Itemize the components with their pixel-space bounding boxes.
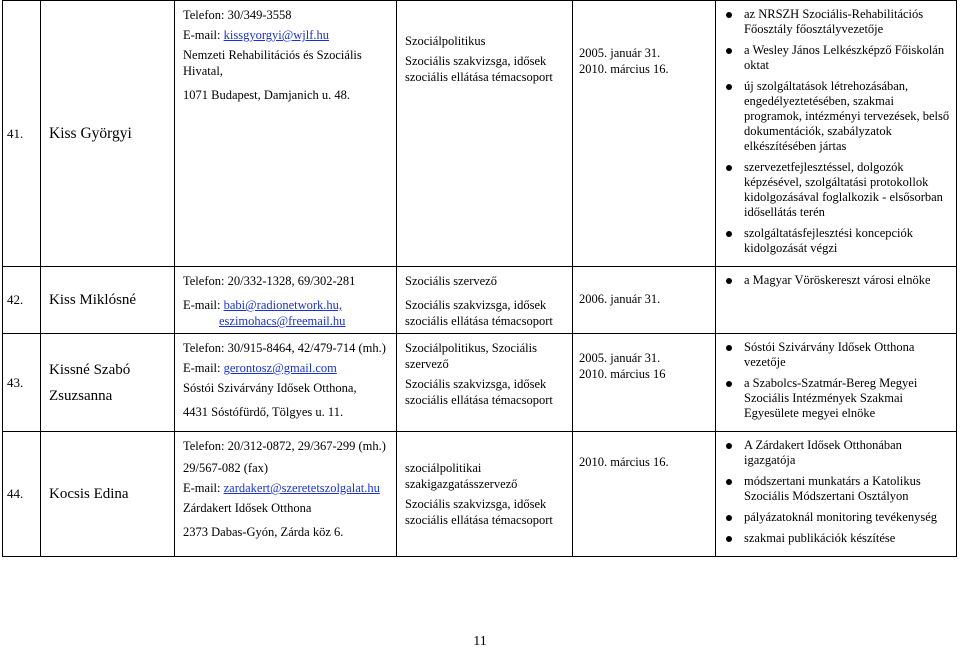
row-number: 44. bbox=[3, 432, 41, 557]
exam: Szociális szakvizsga, idősek szociális ellátása témacsoport bbox=[405, 298, 553, 328]
table-row bbox=[3, 334, 957, 432]
row-number: 42. bbox=[3, 267, 41, 334]
organization: Nemzeti Rehabilitációs és Szociális Hivatal, bbox=[183, 48, 362, 78]
person-name: Kiss Miklósné bbox=[41, 267, 175, 334]
date: 2010. március 16. bbox=[579, 62, 669, 76]
row-number: 43. bbox=[3, 334, 41, 432]
email-link[interactable]: kissgyorgyi@wjlf.hu bbox=[223, 28, 330, 42]
email-link[interactable]: babi@radionetwork.hu, bbox=[223, 298, 343, 312]
bullet-icon bbox=[726, 345, 732, 351]
list-item: a Wesley János Lelkészképző Főiskolán oktat bbox=[724, 43, 950, 73]
bullet-icon bbox=[726, 278, 732, 284]
date: 2010. március 16 bbox=[579, 367, 666, 381]
list-item: A Zárdakert Idősek Otthonában igazgatója bbox=[724, 438, 950, 468]
contact-cell bbox=[175, 267, 397, 334]
list-item: a Magyar Vöröskereszt városi elnöke bbox=[724, 273, 950, 288]
date: 2005. január 31. bbox=[579, 46, 661, 60]
address: 2373 Dabas-Gyón, Zárda köz 6. bbox=[183, 525, 344, 539]
role-cell bbox=[397, 267, 573, 334]
date-cell bbox=[573, 432, 716, 557]
bullet-icon bbox=[726, 231, 732, 237]
list-item: szervezetfejlesztéssel, dolgozók képzésével, szolgáltatási protokollok kidolgozásával foglalkozik - elsősorban idősellátás terén bbox=[724, 160, 950, 220]
bullet-icon bbox=[726, 165, 732, 171]
bullet-icon bbox=[726, 84, 732, 90]
page-number: 11 bbox=[473, 634, 487, 649]
email-line: E-mail: gerontosz@gmail.com bbox=[183, 361, 337, 375]
list-item: új szolgáltatások létrehozásában, engedélyeztetésében, szakmai programok, intézményi tervezések, belső dokumentációk, szabályzatok elkészítésében jártas bbox=[724, 79, 950, 154]
person-name: Kocsis Edina bbox=[41, 432, 175, 557]
exam: Szociális szakvizsga, idősek szociális ellátása témacsoport bbox=[405, 377, 553, 407]
exam: Szociális szakvizsga, idősek szociális ellátása témacsoport bbox=[405, 54, 553, 84]
table-row bbox=[3, 1, 957, 267]
role-title: szociálpolitikai szakigazgatásszervező bbox=[405, 461, 518, 491]
date: 2005. január 31. bbox=[579, 351, 661, 365]
phone: Telefon: 20/312-0872, 29/367-299 (mh.) bbox=[183, 439, 386, 453]
email-line: E-mail: kissgyorgyi@wjlf.hu bbox=[183, 28, 330, 42]
date: 2006. január 31. bbox=[579, 292, 661, 306]
phone: Telefon: 30/915-8464, 42/479-714 (mh.) bbox=[183, 341, 386, 355]
bullet-icon bbox=[726, 48, 732, 54]
bullet-icon bbox=[726, 536, 732, 542]
email-link[interactable]: zardakert@szeretetszolgalat.hu bbox=[223, 481, 380, 495]
email-line: E-mail: babi@radionetwork.hu, bbox=[183, 298, 343, 312]
phone: Telefon: 30/349-3558 bbox=[183, 8, 292, 22]
role-cell bbox=[397, 432, 573, 557]
organization: Zárdakert Idősek Otthona bbox=[183, 501, 312, 515]
exam: Szociális szakvizsga, idősek szociális ellátása témacsoport bbox=[405, 497, 553, 527]
list-item: szakmai publikációk készítése bbox=[724, 531, 950, 546]
contact-cell bbox=[175, 1, 397, 267]
contact-cell bbox=[175, 334, 397, 432]
bullet-icon bbox=[726, 479, 732, 485]
email-line-2 bbox=[183, 313, 390, 329]
fax: 29/567-082 (fax) bbox=[183, 461, 269, 475]
date-cell bbox=[573, 267, 716, 334]
person-name: Kiss Györgyi bbox=[41, 1, 175, 267]
bullet-icon bbox=[726, 443, 732, 449]
date-cell bbox=[573, 1, 716, 267]
person-name: Kissné Szabó Zsuzsanna bbox=[41, 334, 175, 432]
role-title: Szociális szervező bbox=[405, 274, 497, 288]
notes-cell bbox=[716, 1, 957, 267]
bullet-icon bbox=[726, 12, 732, 18]
date-cell bbox=[573, 334, 716, 432]
notes-cell bbox=[716, 432, 957, 557]
role-cell bbox=[397, 334, 573, 432]
organization: Sóstói Szivárvány Idősek Otthona, bbox=[183, 381, 357, 395]
list-item: pályázatoknál monitoring tevékenység bbox=[724, 510, 950, 525]
contact-cell bbox=[175, 432, 397, 557]
table-row bbox=[3, 432, 957, 557]
email-line: E-mail: zardakert@szeretetszolgalat.hu bbox=[183, 481, 380, 495]
role-cell bbox=[397, 1, 573, 267]
list-item: szolgáltatásfejlesztési koncepciók kidolgozását végzi bbox=[724, 226, 950, 256]
phone: Telefon: 20/332-1328, 69/302-281 bbox=[183, 274, 356, 288]
list-item: Sóstói Szivárvány Idősek Otthona vezetője bbox=[724, 340, 950, 370]
role-title: Szociálpolitikus bbox=[405, 34, 486, 48]
date: 2010. március 16. bbox=[579, 455, 669, 469]
list-item: a Szabolcs-Szatmár-Bereg Megyei Szociális Intézmények Szakmai Egyesülete megyei elnöke bbox=[724, 376, 950, 421]
role-title: Szociálpolitikus, Szociális szervező bbox=[405, 341, 537, 371]
bullet-icon bbox=[726, 381, 732, 387]
table-row bbox=[3, 267, 957, 334]
notes-cell bbox=[716, 267, 957, 334]
list-item: módszertani munkatárs a Katolikus Szociális Módszertani Osztályon bbox=[724, 474, 950, 504]
email-link[interactable]: eszimohacs@freemail.hu bbox=[219, 314, 346, 328]
expert-registry-table bbox=[2, 0, 957, 557]
address: 1071 Budapest, Damjanich u. 48. bbox=[183, 88, 350, 102]
address: 4431 Sóstófürdő, Tölgyes u. 11. bbox=[183, 405, 344, 419]
notes-cell bbox=[716, 334, 957, 432]
bullet-icon bbox=[726, 515, 732, 521]
email-link[interactable]: gerontosz@gmail.com bbox=[223, 361, 337, 375]
row-number: 41. bbox=[3, 1, 41, 267]
list-item: az NRSZH Szociális-Rehabilitációs Főosztály főosztályvezetője bbox=[724, 7, 950, 37]
